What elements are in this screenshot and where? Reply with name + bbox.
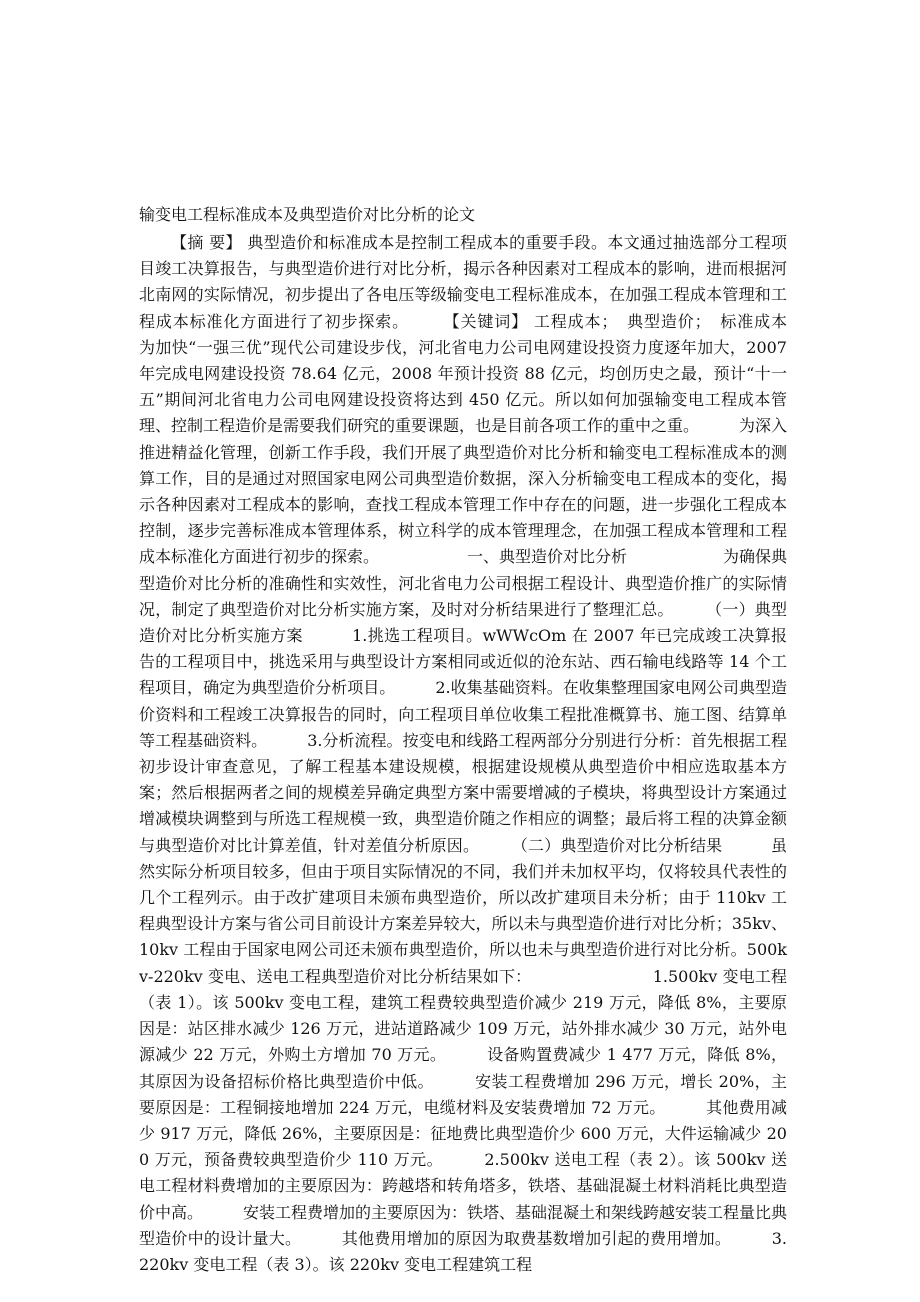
document-body: 【摘 要】 典型造价和标准成本是控制工程成本的重要手段。本文通过抽选部分工程项目竣工决算报告，与典型造价进行对比分析，揭示各种因素对工程成本的影响，进而根据河北南网的实际情况，初步提出了各电压等级输变电工程标准成本，在加强工程成本管理和工程成本标准化方面进行了初步探索。 【关键词】 工程成本； 典型造价； 标准成本 为加快“一强三优”现代公司建设步伐，河北省电力公司电网建设投资力度逐年加大，2007年完成电网建设投资 78.64 亿元，2008 年预计投资 88 亿元，均创历史之最，预计“十一五”期间河北省电力公司电网建设投资将达到 450 亿元。所以如何加强输变电工程成本管理、控制工程造价是需要我们研究的重要课题，也是目前各项工作的重中之重。 为深入推进精益化管理，创新工作手段，我们开展了典型造价对比分析和输变电工程标准成本的测算工作，目的是通过对照国家电网公司典型造价数据，深入分析输变电工程成本的变化，揭示各种因素对工程成本的影响，查找工程成本管理工作中存在的问题，进一步强化工程成本控制，逐步完善标准成本管理体系，树立科学的成本管理理念，在加强工程成本管理和工程成本标准化方面进行初步的探索。 一、典型造价对比分析 为确保典型造价对比分析的准确性和实效性，河北省电力公司根据工程设计、典型造价推广的实际情况，制定了典型造价对比分析实施方案，及时对分析结果进行了整理汇总。 （一）典型造价对比分析实施方案 1.挑选工程项目。wWWcOm 在 2007 年已完成竣工决算报告的工程项目中，挑选采用与典型设计方案相同或近似的沧东站、西石输电线路等 14 个工程项目，确定为典型造价分析项目。 2.收集基础资料。在收集整理国家电网公司典型造价资料和工程竣工决算报告的同时，向工程项目单位收集工程批准概算书、施工图、结算单等工程基础资料。 3.分析流程。按变电和线路工程两部分分别进行分析：首先根据工程初步设计审查意见，了解工程基本建设规模，根据建设规模从典型造价中相应选取基本方案；然后根据两者之间的规模差异确定典型方案中需要增减的子模块，将典型设计方案通过增减模块调整到与所选工程规模一致，典型造价随之作相应的调整；最后将工程的决算金额与典型造价对比计算差值，针对差值分析原因。 （二）典型造价对比分析结果 虽然实际分析项目较多，但由于项目实际情况的不同，我们并未加权平均，仅将较具代表性的几个工程列示。由于改扩建项目未颁布典型造价，所以改扩建项目未分析；由于 110kv 工程典型设计方案与省公司目前设计方案差异较大，所以未与典型造价进行对比分析；35kv、10kv 工程由于国家电网公司还未颁布典型造价，所以也未与典型造价进行对比分析。500kv-220kv 变电、送电工程典型造价对比分析结果如下： 1.500kv 变电工程（表 1）。该 500kv 变电工程，建筑工程费较典型造价减少 219 万元，降低 8%，主要原因是：站区排水减少 126 万元，进站道路减少 109 万元，站外排水减少 30 万元，站外电源减少 22 万元，外购土方增加 70 万元。 设备购置费减少 1 477 万元，降低 8%，其原因为设备招标价格比典型造价中低。 安装工程费增加 296 万元，增长 20%，主要原因是：工程铜接地增加 224 万元，电缆材料及安装费增加 72 万元。 其他费用减少 917 万元，降低 26%，主要原因是：征地费比典型造价少 600 万元，大件运输减少 200 万元，预备费较典型造价少 110 万元。 2.500kv 送电工程（表 2）。该 500kv 送电工程材料费增加的主要原因为：跨越塔和转角塔多，铁塔、基础混凝土材料消耗比典型造价中高。 安装工程费增加的主要原因为：铁塔、基础混凝土和架线跨越安装工程量比典型造价中的设计量大。 其他费用增加的原因为取费基数增加引起的费用增加。 3.220kv 变电工程（表 3）。该 220kv 变电工程建筑工程 (139, 233, 836, 1274)
document-title: 输变电工程标准成本及典型造价对比分析的论文 (139, 205, 476, 224)
